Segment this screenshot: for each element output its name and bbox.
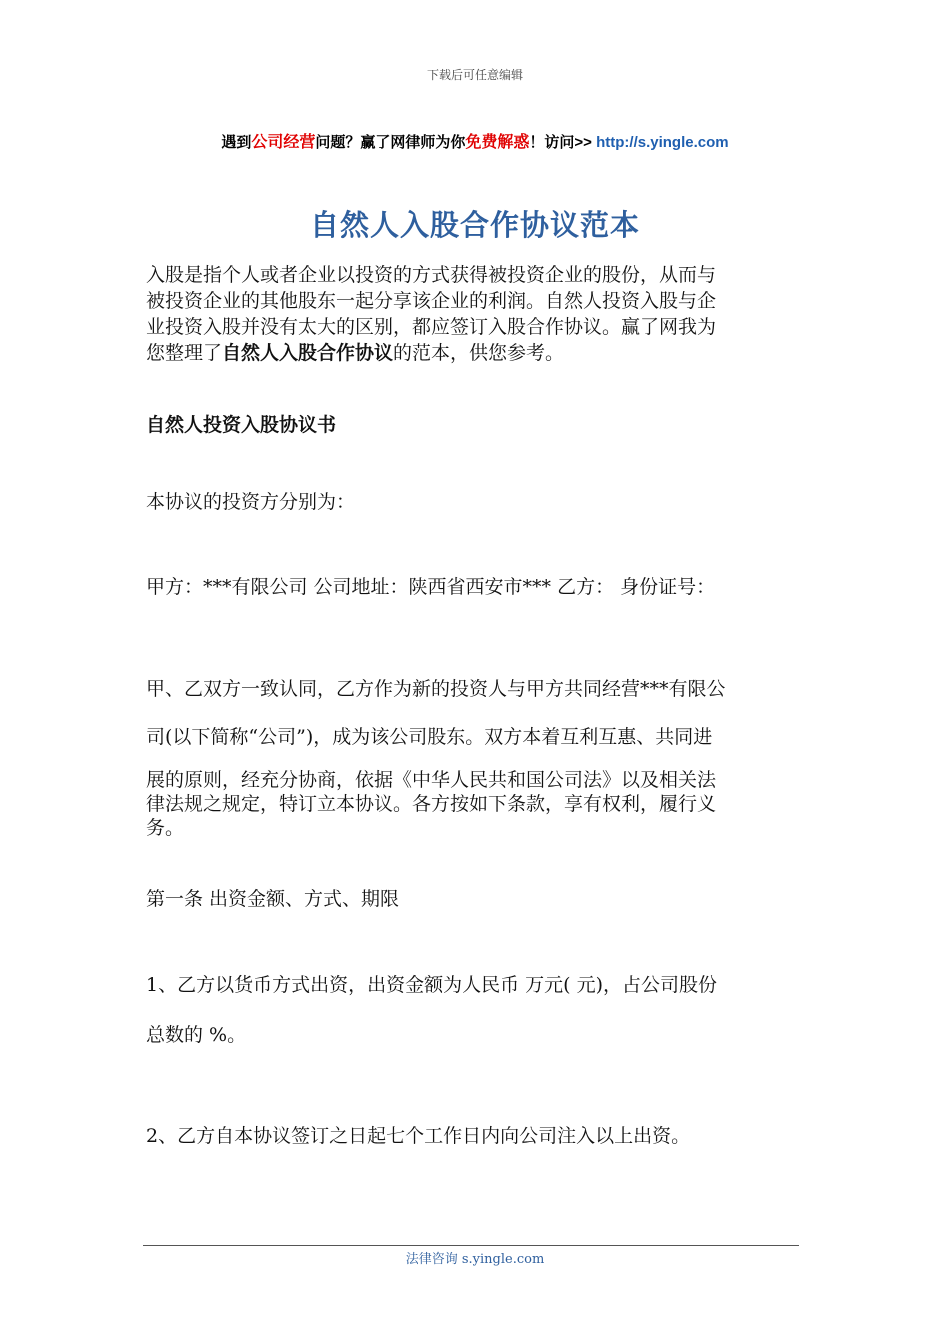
- clause-1-line-1: 1、乙方以货币方式出资，出资金额为人民币 万元( 元)，占公司股份: [146, 974, 717, 996]
- ad-highlight-company: 公司经营: [251, 134, 316, 151]
- intro-bold-term: 自然人入股合作协议: [222, 342, 394, 364]
- ad-link[interactable]: http://s.yingle.com: [596, 134, 729, 151]
- intro-paragraph: [146, 262, 808, 366]
- agreement-heading: 自然人投资入股协议书: [146, 414, 337, 436]
- intro-line-4: [146, 340, 808, 366]
- ad-text-3: ！访问>>: [529, 134, 597, 151]
- download-note: 下载后可任意编辑: [426, 68, 523, 82]
- intro-line-4-pre: 您整理了: [146, 342, 223, 364]
- clause-2: 2、乙方自本协议签订之日起七个工作日内向公司注入以上出资。: [146, 1125, 691, 1147]
- footer-text: 法律咨询 s.yingle.com: [405, 1252, 545, 1267]
- ad-text-2: 问题？赢了网律师为你: [315, 134, 466, 151]
- intro-line-1: 入股是指个人或者企业以投资的方式获得被投资企业的股份，从而与: [146, 264, 717, 286]
- preamble-line-3: 展的原则，经充分协商，依据《中华人民共和国公司法》以及相关法: [146, 769, 717, 791]
- article-1-title: 第一条 出资金额、方式、期限: [146, 888, 400, 910]
- intro-line-3: 业投资入股并没有太大的区别，都应签订入股合作协议。赢了网我为: [146, 316, 717, 338]
- ad-text-1: 遇到: [221, 134, 252, 151]
- investors-intro: 本协议的投资方分别为：: [146, 491, 356, 513]
- intro-line-4-post: 的范本，供您参考。: [393, 342, 565, 364]
- preamble-line-5: 务。: [146, 817, 185, 839]
- intro-line-2: 被投资企业的其他股东一起分享该企业的利润。自然人投资入股与企: [146, 290, 717, 312]
- footer-divider: [143, 1245, 799, 1246]
- parties-line: 甲方：***有限公司 公司地址：陕西省西安市*** 乙方： 身份证号：: [146, 576, 716, 598]
- ad-highlight-free: 免费解惑: [465, 134, 530, 151]
- ad-banner: [0, 129, 950, 152]
- page-title: 自然人入股合作协议范本: [309, 208, 640, 242]
- preamble-line-2: 司(以下简称“公司”)，成为该公司股东。双方本着互利互惠、共同进: [146, 726, 713, 748]
- preamble-line-4: 律法规之规定，特订立本协议。各方按如下条款，享有权利，履行义: [146, 793, 717, 815]
- clause-1-line-2: 总数的 %。: [146, 1024, 247, 1046]
- preamble-line-1: 甲、乙双方一致认同，乙方作为新的投资人与甲方共同经营***有限公: [146, 678, 726, 700]
